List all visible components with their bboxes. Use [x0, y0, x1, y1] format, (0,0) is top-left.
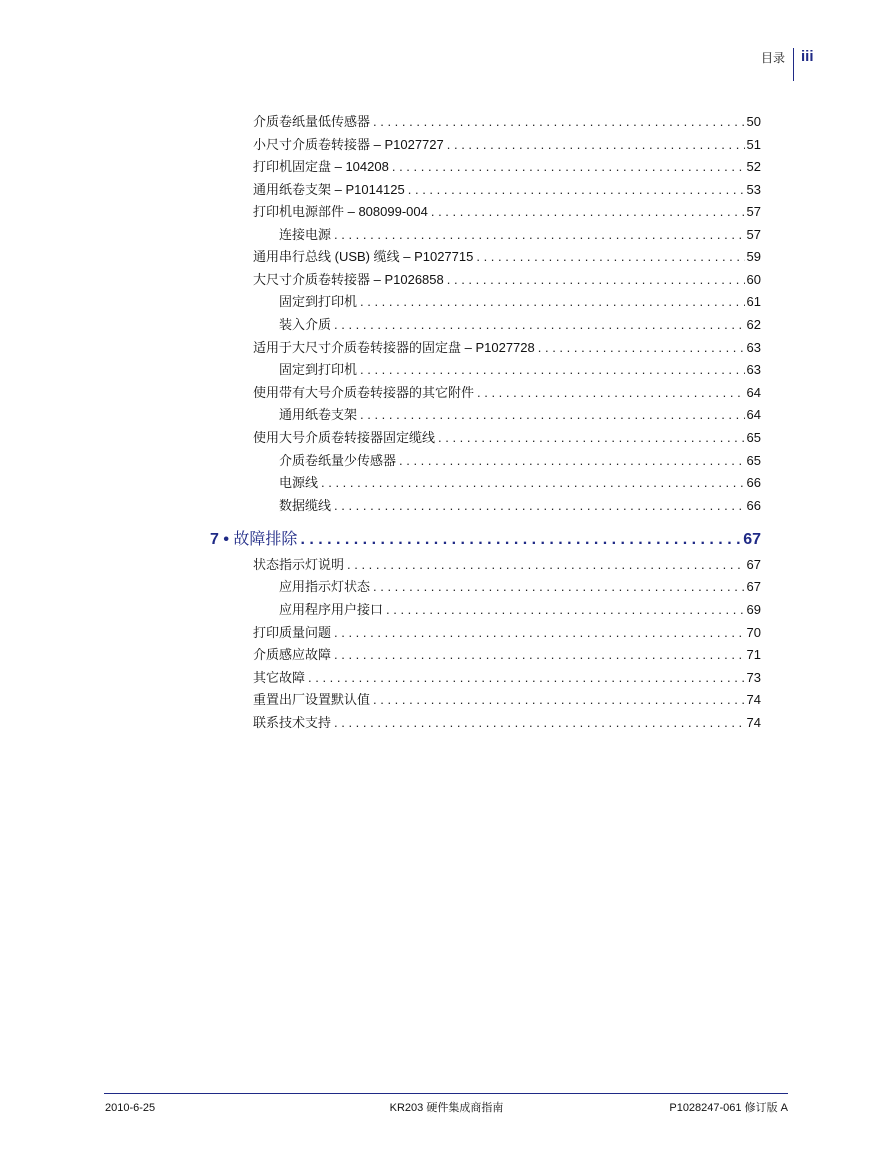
toc-entry-page: 64 [746, 385, 761, 400]
toc-leader-dots [334, 316, 745, 334]
toc-entry-title: 重置出厂设置默认值 [253, 692, 371, 707]
toc-entry-title: 打印机电源部件 – 808099-004 [253, 204, 428, 219]
toc-entry-page: 63 [746, 340, 761, 355]
toc-leader-dots [300, 529, 741, 551]
toc-entry-title: 适用于大尺寸介质卷转接器的固定盘 – P1027728 [253, 340, 535, 355]
toc-entry-page: 66 [746, 475, 761, 490]
footer-divider [104, 1093, 788, 1094]
toc-leader-dots [538, 339, 745, 357]
header-page-number: iii [801, 48, 814, 65]
toc-leader-dots [373, 691, 745, 709]
toc-subentry[interactable] [279, 578, 761, 596]
toc-leader-dots [392, 158, 745, 176]
chapter-title: 故障排除 [233, 531, 298, 548]
toc-entry-page: 71 [746, 647, 761, 662]
toc-entry-title: 小尺寸介质卷转接器 – P1027727 [253, 137, 444, 152]
toc-entry-page: 69 [746, 602, 761, 617]
toc-subentry[interactable] [279, 406, 761, 424]
toc-entry-title: 大尺寸介质卷转接器 – P1026858 [253, 272, 444, 287]
toc-leader-dots [476, 248, 744, 266]
toc-leader-dots [334, 714, 745, 732]
toc-leader-dots [321, 474, 745, 492]
toc-entry[interactable] [253, 691, 761, 709]
toc-entry-title: 固定到打印机 [279, 362, 358, 377]
toc-entry-title: 状态指示灯说明 [253, 557, 345, 572]
toc-entry-page: 74 [746, 692, 761, 707]
toc-entry-page: 52 [746, 159, 761, 174]
chapter-page: 67 [743, 531, 761, 548]
toc-entry-title: 使用大号介质卷转接器固定缆线 [253, 430, 436, 445]
toc-entry-title: 应用指示灯状态 [279, 579, 371, 594]
toc-leader-dots [373, 578, 745, 596]
toc-subentry[interactable] [279, 361, 761, 379]
toc-leader-dots [399, 452, 745, 470]
toc-leader-dots [360, 293, 745, 311]
toc-subentry[interactable] [279, 226, 761, 244]
toc-leader-dots [334, 624, 745, 642]
toc-leader-dots [334, 497, 745, 515]
toc-subentry[interactable] [279, 452, 761, 470]
toc-leader-dots [360, 406, 745, 424]
toc-entry-page: 65 [746, 453, 761, 468]
toc-entry-page: 60 [746, 272, 761, 287]
toc-subentry[interactable] [279, 316, 761, 334]
footer-document-title: KR203 硬件集成商指南 [389, 1102, 504, 1114]
toc-leader-dots [347, 556, 745, 574]
toc-leader-dots [447, 136, 745, 154]
toc-entry-page: 67 [746, 557, 761, 572]
toc-entry[interactable] [253, 384, 761, 402]
chapter-heading-title [210, 529, 300, 551]
toc-entry[interactable] [253, 556, 761, 574]
toc-entry-title: 使用带有大号介质卷转接器的其它附件 [253, 385, 475, 400]
toc-entry-title: 通用串行总线 (USB) 缆线 – P1027715 [253, 249, 474, 264]
toc-entry[interactable] [253, 203, 761, 221]
chapter-number: 7 [210, 531, 219, 548]
toc-entry-title: 介质感应故障 [253, 647, 332, 662]
toc-entry-page: 50 [746, 114, 761, 129]
toc-entry[interactable] [253, 339, 761, 357]
toc-entry-page: 57 [746, 204, 761, 219]
toc-leader-dots [408, 181, 745, 199]
toc-leader-dots [373, 113, 745, 131]
toc-entry[interactable] [253, 714, 761, 732]
toc-entry[interactable] [253, 248, 761, 266]
toc-leader-dots [386, 601, 745, 619]
toc-entry[interactable] [253, 624, 761, 642]
toc-leader-dots [431, 203, 745, 221]
chapter-bullet: • [223, 531, 229, 548]
toc-leader-dots [447, 271, 745, 289]
toc-subentry[interactable] [279, 601, 761, 619]
toc-entry-page: 53 [746, 182, 761, 197]
toc-entry-title: 数据缆线 [279, 498, 332, 513]
header-divider [793, 48, 794, 81]
toc-entry[interactable] [253, 646, 761, 664]
toc-entry-title: 其它故障 [253, 670, 306, 685]
toc-entry-page: 64 [746, 407, 761, 422]
toc-entry-title: 介质卷纸量低传感器 [253, 114, 371, 129]
toc-subentry[interactable] [279, 474, 761, 492]
toc-entry-title: 通用纸卷支架 – P1014125 [253, 182, 405, 197]
toc-entry-page: 62 [746, 317, 761, 332]
toc-entry-title: 介质卷纸量少传感器 [279, 453, 397, 468]
toc-entry-page: 63 [746, 362, 761, 377]
toc-leader-dots [334, 226, 745, 244]
toc-leader-dots [308, 669, 745, 687]
toc-entry-page: 74 [746, 715, 761, 730]
toc-entry-page: 61 [746, 294, 761, 309]
toc-entry[interactable] [253, 113, 761, 131]
toc-entry-title: 装入介质 [279, 317, 332, 332]
toc-entry-page: 73 [746, 670, 761, 685]
toc-entry-page: 66 [746, 498, 761, 513]
toc-entry[interactable] [253, 429, 761, 447]
toc-leader-dots [477, 384, 745, 402]
toc-entry[interactable] [253, 136, 761, 154]
toc-entry-title: 联系技术支持 [253, 715, 332, 730]
toc-entry-page: 57 [746, 227, 761, 242]
footer-date: 2010-6-25 [105, 1102, 156, 1114]
toc-entry-page: 65 [746, 430, 761, 445]
toc-entry[interactable] [253, 158, 761, 176]
toc-entry-page: 51 [746, 137, 761, 152]
toc-entry[interactable] [253, 181, 761, 199]
toc-entry-title: 通用纸卷支架 [279, 407, 358, 422]
toc-leader-dots [438, 429, 745, 447]
toc-entry-title: 应用程序用户接口 [279, 602, 384, 617]
header-section-label: 目录 [760, 51, 785, 65]
toc-leader-dots [360, 361, 745, 379]
toc-leader-dots [334, 646, 745, 664]
toc-entry-title: 打印机固定盘 – 104208 [253, 159, 389, 174]
toc-entry-title: 连接电源 [279, 227, 332, 242]
footer-document-id: P1028247-061 修订版 A [669, 1102, 788, 1114]
toc-entry-title: 打印质量问题 [253, 625, 332, 640]
toc-entry-title: 电源线 [279, 475, 319, 490]
toc-entry[interactable] [253, 271, 761, 289]
toc-entry[interactable] [253, 669, 761, 687]
toc-subentry[interactable] [279, 497, 761, 515]
toc-subentry[interactable] [279, 293, 761, 311]
toc-entry-page: 67 [746, 579, 761, 594]
toc-entry-title: 固定到打印机 [279, 294, 358, 309]
toc-entry-page: 70 [746, 625, 761, 640]
toc-chapter-heading[interactable] [210, 529, 761, 551]
toc-entry-page: 59 [746, 249, 761, 264]
